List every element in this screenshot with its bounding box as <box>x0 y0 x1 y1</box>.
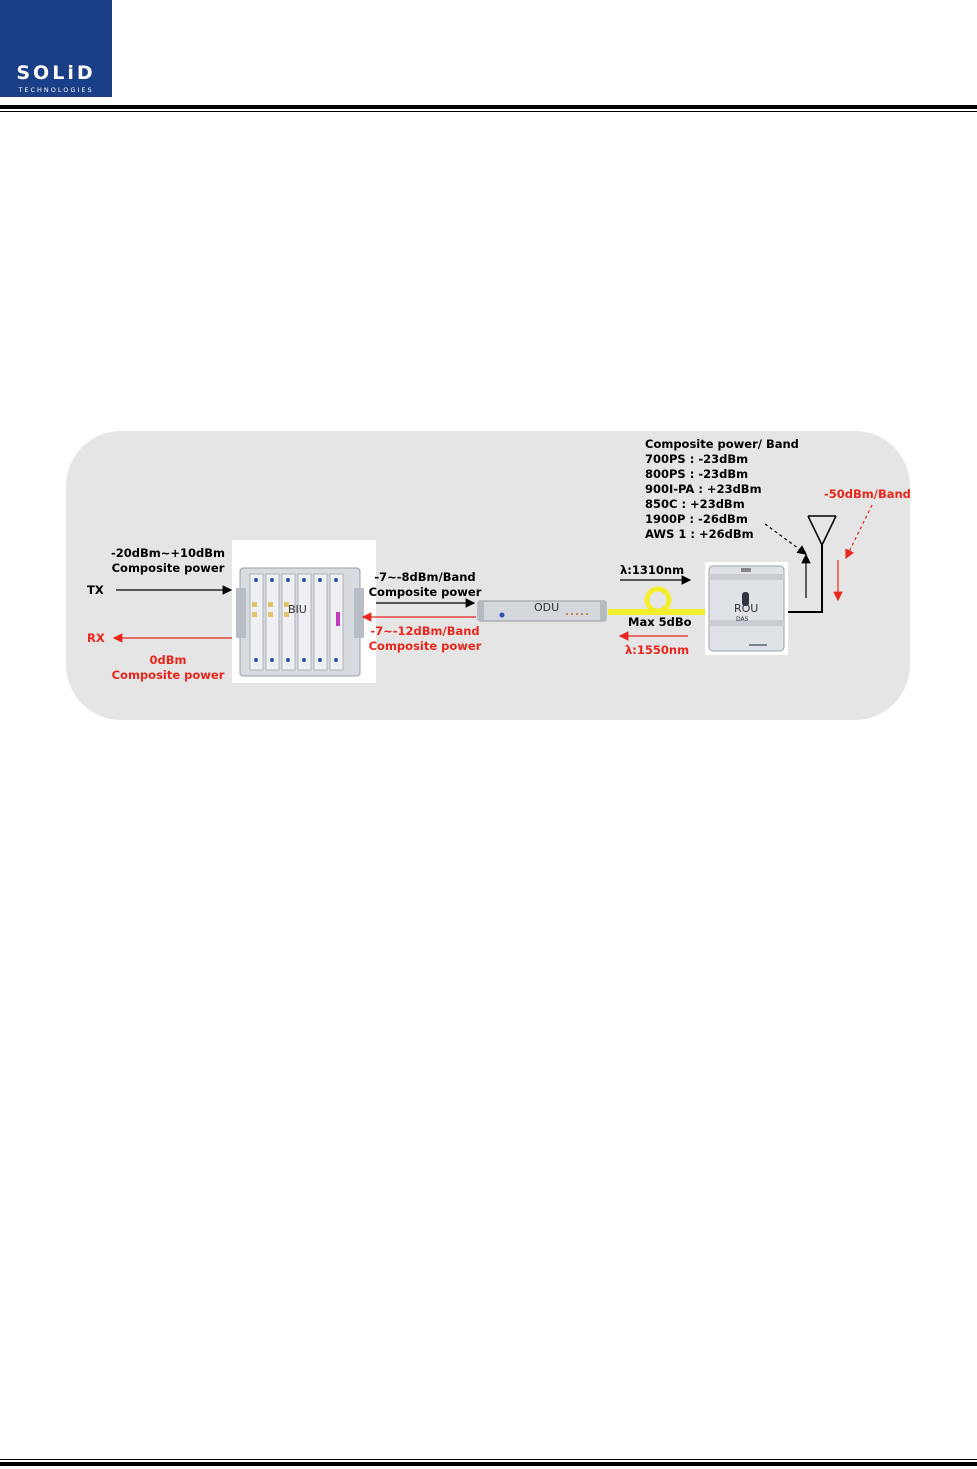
logo-subtitle: TECHNOLOGIES <box>18 86 94 94</box>
biu-odu-ul-caption: Composite power <box>368 639 482 653</box>
band-900ipa: 900I-PA : +23dBm <box>645 482 762 496</box>
biu-odu-dl-caption: Composite power <box>368 585 482 599</box>
band-850c: 850C : +23dBm <box>645 497 745 511</box>
rou-sublabel: DAS <box>736 616 749 623</box>
fiber-loss-label: Max 5dBo <box>628 615 692 629</box>
biu-odu-dl-label <box>366 570 484 600</box>
antenna-ul-label: -50dBm/Band <box>824 487 911 501</box>
band-700ps: 700PS : -23dBm <box>645 452 749 466</box>
tx-power-value: -20dBm~+10dBm <box>110 546 225 560</box>
lambda-ul-label: λ:1550nm <box>625 643 690 657</box>
footer-rule-thin <box>0 1459 977 1460</box>
band-aws1: AWS 1 : +26dBm <box>645 527 754 541</box>
rx-power-label <box>108 653 228 683</box>
tx-power-caption: Composite power <box>111 561 225 575</box>
rou-label: ROU <box>734 602 759 615</box>
antenna-feed-line <box>788 545 822 612</box>
rx-power-caption: Composite power <box>111 668 225 682</box>
logo-wordmark: SOLiD <box>16 62 96 84</box>
biu-label: BIU <box>288 603 307 616</box>
band-1900p: 1900P : -26dBm <box>645 512 748 526</box>
fiber-loop <box>647 589 669 611</box>
tx-power-label <box>108 546 228 576</box>
band-800ps: 800PS : -23dBm <box>645 467 749 481</box>
odu-label: ODU <box>534 601 560 614</box>
biu-odu-dl-value: -7~-8dBm/Band <box>374 570 476 584</box>
composite-power-list <box>645 437 799 542</box>
antenna-icon <box>808 516 836 545</box>
tx-label: TX <box>87 583 104 597</box>
footer-rule-thick <box>0 1462 977 1466</box>
rx-power-value: 0dBm <box>149 653 187 667</box>
lambda-dl-label: λ:1310nm <box>620 563 685 577</box>
rx-label: RX <box>87 631 105 645</box>
composite-power-title: Composite power/ Band <box>645 437 799 451</box>
biu-odu-ul-value: -7~-12dBm/Band <box>370 624 480 638</box>
antenna-ul-pointer <box>846 505 872 558</box>
biu-odu-ul-label <box>366 624 484 654</box>
